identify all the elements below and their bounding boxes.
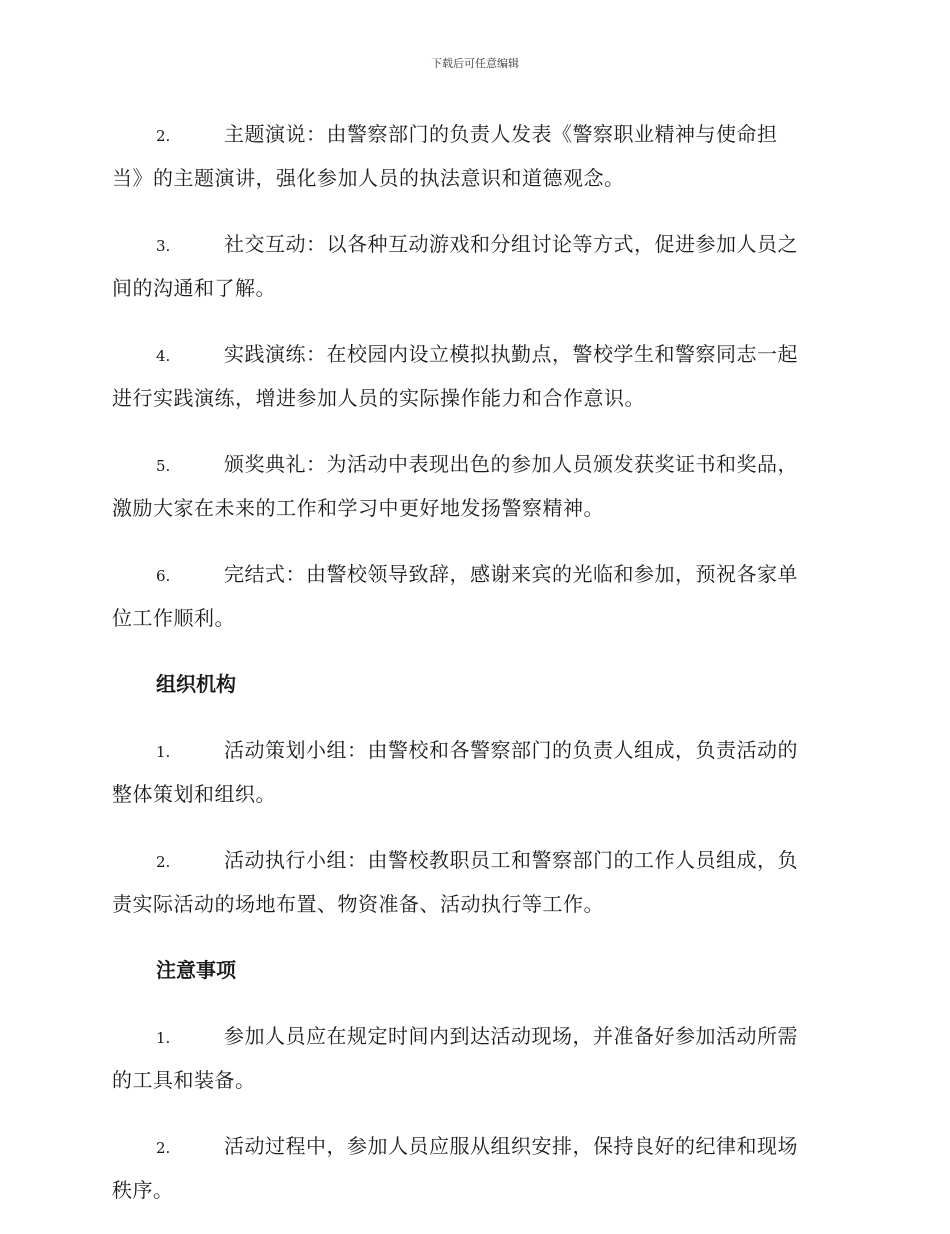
item-text: 活动执行小组：由警校教职员工和警察部门的工作人员组成，负 [224,848,798,872]
item-text-continued: 间的沟通和了解。 [112,276,276,300]
item-text: 社交互动：以各种互动游戏和分组讨论等方式，促进参加人员之 [224,232,798,256]
item-number: 5. [156,457,171,475]
item-number: 1. [156,1029,171,1047]
list-item [112,112,834,200]
item-number: 2. [156,127,171,145]
item-text: 完结式：由警校领导致辞，感谢来宾的光临和参加，预祝各家单 [224,562,798,586]
item-text-continued: 责实际活动的场地布置、物资准备、活动执行等工作。 [112,892,604,916]
document-body [112,112,834,1234]
item-text-continued: 进行实践演练，增进参加人员的实际操作能力和合作意识。 [112,386,645,410]
item-text: 主题演说：由警察部门的负责人发表《警察职业精神与使命担 [224,122,778,146]
item-text-continued: 位工作顺利。 [112,606,235,630]
list-item [112,1014,834,1102]
list-item [112,552,834,640]
list-item [112,1124,834,1212]
item-text: 实践演练：在校园内设立模拟执勤点，警校学生和警察同志一起 [224,342,798,366]
list-item [112,332,834,420]
list-item [112,728,834,816]
item-number: 4. [156,347,171,365]
list-item [112,838,834,926]
item-text-continued: 整体策划和组织。 [112,782,276,806]
list-item [112,222,834,310]
item-text: 颁奖典礼：为活动中表现出色的参加人员颁发获奖证书和奖品， [224,452,798,476]
item-text: 参加人员应在规定时间内到达活动现场，并准备好参加活动所需 [224,1024,798,1048]
item-text-continued: 的工具和装备。 [112,1068,256,1092]
item-text-continued: 秩序。 [112,1178,174,1202]
item-text-continued: 激励大家在未来的工作和学习中更好地发扬警察精神。 [112,496,604,520]
item-number: 6. [156,567,171,585]
item-text: 活动过程中，参加人员应服从组织安排，保持良好的纪律和现场 [224,1134,798,1158]
item-number: 3. [156,237,171,255]
header-note: 下载后可任意编辑 [431,57,519,70]
item-number: 2. [156,853,171,871]
section-heading-notes: 注意事项 [156,958,236,982]
item-number: 1. [156,743,171,761]
item-number: 2. [156,1139,171,1157]
item-text-continued: 当》的主题演讲，强化参加人员的执法意识和道德观念。 [112,166,625,190]
list-item [112,442,834,530]
item-text: 活动策划小组：由警校和各警察部门的负责人组成，负责活动的 [224,738,798,762]
section-heading-organization: 组织机构 [156,672,236,696]
